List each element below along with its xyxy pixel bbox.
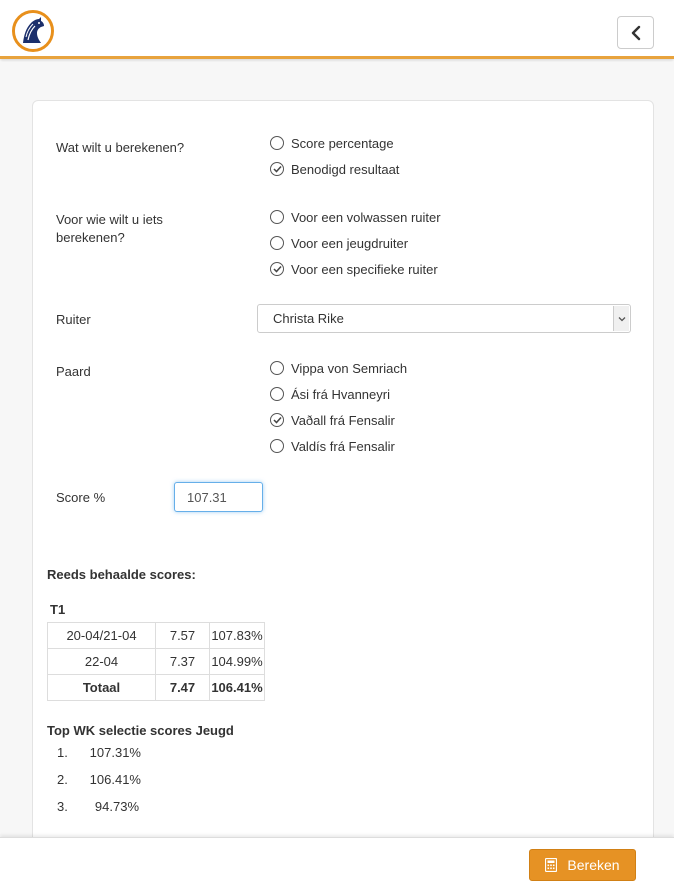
total-percent: 106.41% [210,675,265,701]
radio-checked-icon [270,162,284,176]
radio-unchecked-icon [270,210,284,224]
score-value: 7.57 [156,623,210,649]
score-label: Score % [56,490,106,505]
rider-select[interactable] [257,304,631,333]
calculator-card [32,100,654,860]
radio-horse-asi[interactable]: Ási frá Hvanneyri [270,384,390,404]
page-background [0,62,674,837]
calculator-icon [545,858,557,872]
score-date: 20-04/21-04 [48,623,156,649]
back-button[interactable] [617,16,654,49]
radio-unchecked-icon [270,361,284,375]
test-name: T1 [50,602,66,617]
score-value: 7.37 [156,649,210,675]
table-total-row [48,675,265,701]
radio-jeugdruiter[interactable]: Voor een jeugdruiter [270,233,408,253]
radio-horse-valdis[interactable]: Valdís frá Fensalir [270,436,395,456]
calc-question-label: Wat wilt u berekenen? [56,140,185,155]
bereken-button[interactable] [529,849,636,881]
horse-logo-icon[interactable] [12,10,54,52]
radio-unchecked-icon [270,236,284,250]
radio-unchecked-icon [270,136,284,150]
chevron-down-icon [613,306,629,331]
top-scores-title: Top WK selectie scores Jeugd [47,723,234,738]
top-navbar [0,0,674,59]
bereken-label: Bereken [567,857,620,873]
score-date: 22-04 [48,649,156,675]
horse-label: Paard [56,364,91,379]
list-item: 3. 94.73% [57,799,139,814]
who-question-label: Voor wie wilt u iets berekenen? [56,212,163,245]
radio-volwassen-ruiter[interactable]: Voor een volwassen ruiter [270,207,441,227]
total-label: Totaal [48,675,156,701]
chevron-left-icon [630,25,642,41]
radio-horse-vippa[interactable]: Vippa von Semriach [270,358,407,378]
radio-specifieke-ruiter[interactable]: Voor een specifieke ruiter [270,259,438,279]
footer-bar [0,837,674,890]
rider-label: Ruiter [56,312,91,327]
radio-unchecked-icon [270,387,284,401]
scores-table [47,622,265,701]
radio-horse-vadall[interactable]: Vaðall frá Fensalir [270,410,395,430]
score-percent: 107.83% [210,623,265,649]
table-row [48,649,265,675]
radio-checked-icon [270,413,284,427]
list-item: 1. 107.31% [57,745,141,760]
list-item: 2. 106.41% [57,772,141,787]
radio-benodigd-resultaat[interactable]: Benodigd resultaat [270,159,399,179]
score-input[interactable] [174,482,263,512]
score-percent: 104.99% [210,649,265,675]
table-row [48,623,265,649]
total-score: 7.47 [156,675,210,701]
radio-unchecked-icon [270,439,284,453]
radio-score-percentage[interactable]: Score percentage [270,133,394,153]
radio-checked-icon [270,262,284,276]
rider-select-value: Christa Rike [273,311,344,326]
results-title: Reeds behaalde scores: [47,567,196,582]
